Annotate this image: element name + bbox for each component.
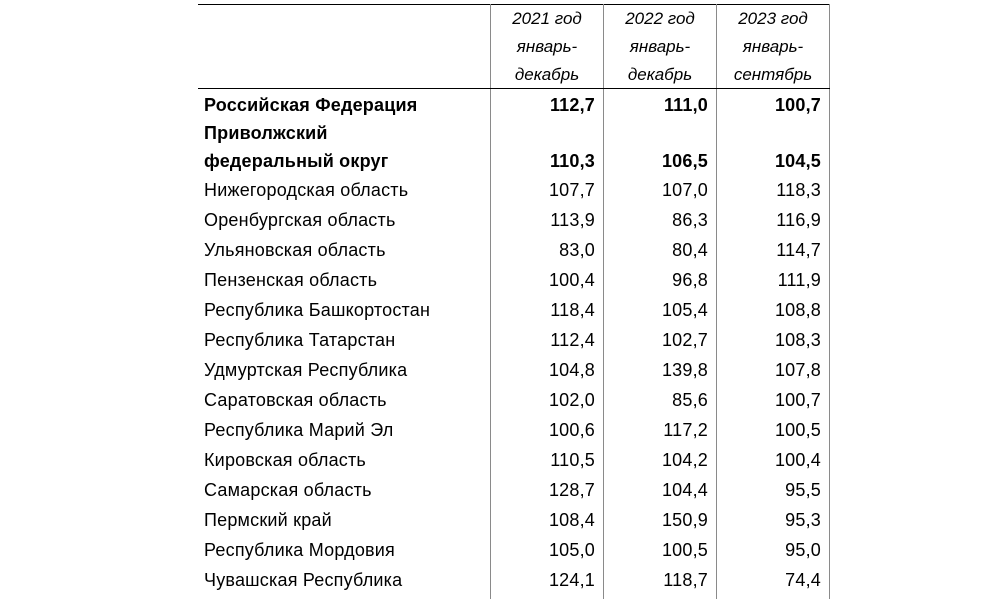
value-2021: 102,0 xyxy=(548,390,595,410)
value-2023: 111,9 xyxy=(777,270,821,290)
value-2022: 139,8 xyxy=(661,360,708,380)
value-2023: 95,5 xyxy=(785,480,821,500)
column-period-start: январь- xyxy=(516,37,578,56)
value-2022: 102,7 xyxy=(661,330,708,350)
table-row xyxy=(198,505,830,535)
table-row xyxy=(198,265,830,295)
column-period-end: декабрь xyxy=(514,65,580,84)
row-label: Удмуртская Республика xyxy=(204,360,408,380)
value-2023: 107,8 xyxy=(774,360,821,380)
value-2023: 108,8 xyxy=(774,300,821,320)
table-row xyxy=(198,445,830,475)
value-2021: 113,9 xyxy=(550,210,595,230)
column-year: 2021 год xyxy=(512,9,582,28)
table-row-russia xyxy=(198,91,830,119)
value-2022: 111,0 xyxy=(663,95,708,115)
row-label: Чувашская Республика xyxy=(204,570,403,590)
row-label: Нижегородская область xyxy=(204,180,409,200)
value-2023: 118,3 xyxy=(776,180,821,200)
table-row xyxy=(198,415,830,445)
column-header-2021 xyxy=(491,5,603,88)
value-2022: 106,5 xyxy=(661,151,708,171)
value-2021: 108,4 xyxy=(548,510,595,530)
row-label: Оренбургская область xyxy=(204,210,396,230)
data-table xyxy=(198,0,830,599)
value-2022: 96,8 xyxy=(672,270,708,290)
value-2022: 107,0 xyxy=(661,180,708,200)
column-header-2022 xyxy=(604,5,716,88)
value-2023: 95,0 xyxy=(785,540,821,560)
value-2021: 83,0 xyxy=(559,240,595,260)
table-row xyxy=(198,175,830,205)
value-2021: 128,7 xyxy=(548,480,595,500)
value-2022: 105,4 xyxy=(661,300,708,320)
table-row-volga-district xyxy=(198,119,830,175)
value-2022: 104,2 xyxy=(661,450,708,470)
row-label: Республика Марий Эл xyxy=(204,420,394,440)
column-header-2023 xyxy=(717,5,829,88)
value-2022: 117,2 xyxy=(663,420,708,440)
table-row xyxy=(198,205,830,235)
value-2021: 118,4 xyxy=(550,300,595,320)
value-2023: 100,4 xyxy=(774,450,821,470)
table-row xyxy=(198,355,830,385)
row-label: Пермский край xyxy=(204,510,332,530)
value-2023: 95,3 xyxy=(785,510,821,530)
value-2023: 100,7 xyxy=(774,95,821,115)
value-2021: 105,0 xyxy=(548,540,595,560)
value-2021: 107,7 xyxy=(548,180,595,200)
row-label: Республика Татарстан xyxy=(204,330,396,350)
value-2022: 86,3 xyxy=(672,210,708,230)
row-label: Саратовская область xyxy=(204,390,387,410)
table-row xyxy=(198,565,830,595)
column-year: 2022 год xyxy=(625,9,695,28)
value-2022: 85,6 xyxy=(672,390,708,410)
value-2021: 110,5 xyxy=(550,450,595,470)
table-row xyxy=(198,385,830,415)
value-2021: 112,7 xyxy=(549,95,595,115)
value-2023: 100,7 xyxy=(774,390,821,410)
value-2021: 112,4 xyxy=(550,330,595,350)
row-label: Республика Мордовия xyxy=(204,540,395,560)
table-row xyxy=(198,535,830,565)
row-label: Ульяновская область xyxy=(204,240,386,260)
value-2021: 104,8 xyxy=(548,360,595,380)
row-label: Кировская область xyxy=(204,450,366,470)
value-2022: 100,5 xyxy=(661,540,708,560)
row-label-line2: федеральный округ xyxy=(204,151,389,171)
column-period-end: декабрь xyxy=(627,65,693,84)
value-2022: 80,4 xyxy=(672,240,708,260)
value-2022: 118,7 xyxy=(663,570,708,590)
value-2023: 108,3 xyxy=(774,330,821,350)
value-2021: 100,4 xyxy=(548,270,595,290)
value-2021: 100,6 xyxy=(548,420,595,440)
row-label-line1: Приволжский xyxy=(204,123,328,143)
value-2023: 74,4 xyxy=(785,570,821,590)
table-row xyxy=(198,325,830,355)
value-2023: 104,5 xyxy=(774,151,821,171)
row-label: Пензенская область xyxy=(204,270,378,290)
column-year: 2023 год xyxy=(738,9,808,28)
table-row xyxy=(198,235,830,265)
row-label: Российская Федерация xyxy=(204,95,418,115)
value-2023: 114,7 xyxy=(776,240,821,260)
value-2022: 150,9 xyxy=(661,510,708,530)
header-divider xyxy=(198,88,830,89)
value-2022: 104,4 xyxy=(661,480,708,500)
column-period-end: сентябрь xyxy=(733,65,813,84)
column-period-start: январь- xyxy=(742,37,804,56)
value-2023: 116,9 xyxy=(776,210,821,230)
column-period-start: январь- xyxy=(629,37,691,56)
value-2021: 110,3 xyxy=(549,151,595,171)
table-row xyxy=(198,475,830,505)
row-label: Республика Башкортостан xyxy=(204,300,431,320)
value-2021: 124,1 xyxy=(548,570,595,590)
table-row xyxy=(198,295,830,325)
row-label: Самарская область xyxy=(204,480,372,500)
value-2023: 100,5 xyxy=(774,420,821,440)
